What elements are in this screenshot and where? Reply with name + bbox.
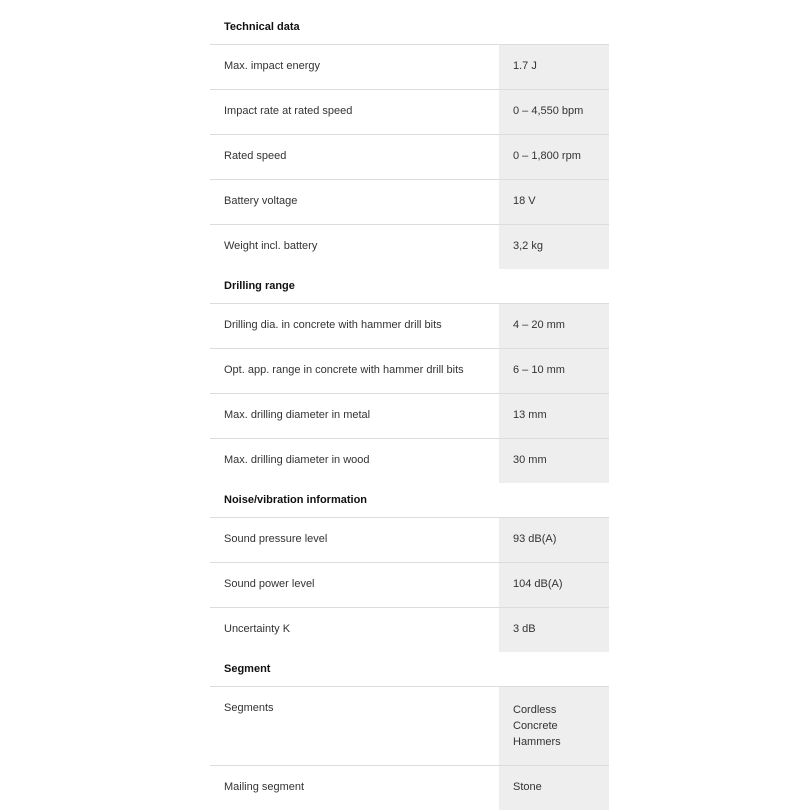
section-title: Noise/vibration information — [210, 483, 609, 518]
spec-label: Weight incl. battery — [224, 240, 318, 252]
spec-label: Uncertainty K — [224, 623, 291, 635]
table-row — [210, 90, 609, 135]
section-title: Drilling range — [210, 269, 609, 304]
spec-label: Max. drilling diameter in metal — [224, 409, 371, 421]
section-technical-data — [210, 10, 609, 269]
spec-value: Stone — [499, 766, 609, 810]
spec-label: Opt. app. range in concrete with hammer drill bits — [224, 364, 464, 376]
spec-label: Rated speed — [224, 150, 287, 162]
section-title: Technical data — [210, 10, 609, 45]
spec-label: Max. impact energy — [224, 60, 320, 72]
spec-value: 3,2 kg — [499, 225, 609, 269]
table-row — [210, 180, 609, 225]
table-row — [210, 135, 609, 180]
spec-label: Sound pressure level — [224, 533, 328, 545]
spec-value: 18 V — [499, 180, 609, 224]
spec-value: 93 dB(A) — [499, 518, 609, 562]
spec-value: Cordless Concrete Hammers — [499, 687, 609, 765]
table-row — [210, 608, 609, 652]
table-row — [210, 563, 609, 608]
spec-value: 3 dB — [499, 608, 609, 652]
table-row — [210, 766, 609, 810]
spec-value: 104 dB(A) — [499, 563, 609, 607]
section-segment — [210, 652, 609, 810]
spec-value: 6 – 10 mm — [499, 349, 609, 393]
section-drilling-range — [210, 269, 609, 483]
spec-value: 1.7 J — [499, 45, 609, 89]
spec-value: 30 mm — [499, 439, 609, 483]
table-row — [210, 349, 609, 394]
spec-value: 13 mm — [499, 394, 609, 438]
table-row — [210, 45, 609, 90]
spec-label: Mailing segment — [224, 781, 305, 793]
spec-label: Drilling dia. in concrete with hammer drill bits — [224, 319, 442, 331]
section-title: Segment — [210, 652, 609, 687]
spec-label: Max. drilling diameter in wood — [224, 454, 370, 466]
spec-sheet — [210, 10, 609, 810]
table-row — [210, 439, 609, 483]
spec-value: 4 – 20 mm — [499, 304, 609, 348]
spec-label: Impact rate at rated speed — [224, 105, 353, 117]
table-row — [210, 304, 609, 349]
spec-label: Battery voltage — [224, 195, 298, 207]
spec-value: 0 – 4,550 bpm — [499, 90, 609, 134]
table-row — [210, 225, 609, 269]
spec-label: Sound power level — [224, 578, 315, 590]
spec-value: 0 – 1,800 rpm — [499, 135, 609, 179]
table-row — [210, 687, 609, 766]
table-row — [210, 394, 609, 439]
table-row — [210, 518, 609, 563]
section-noise-vibration — [210, 483, 609, 652]
spec-label: Segments — [224, 702, 274, 714]
